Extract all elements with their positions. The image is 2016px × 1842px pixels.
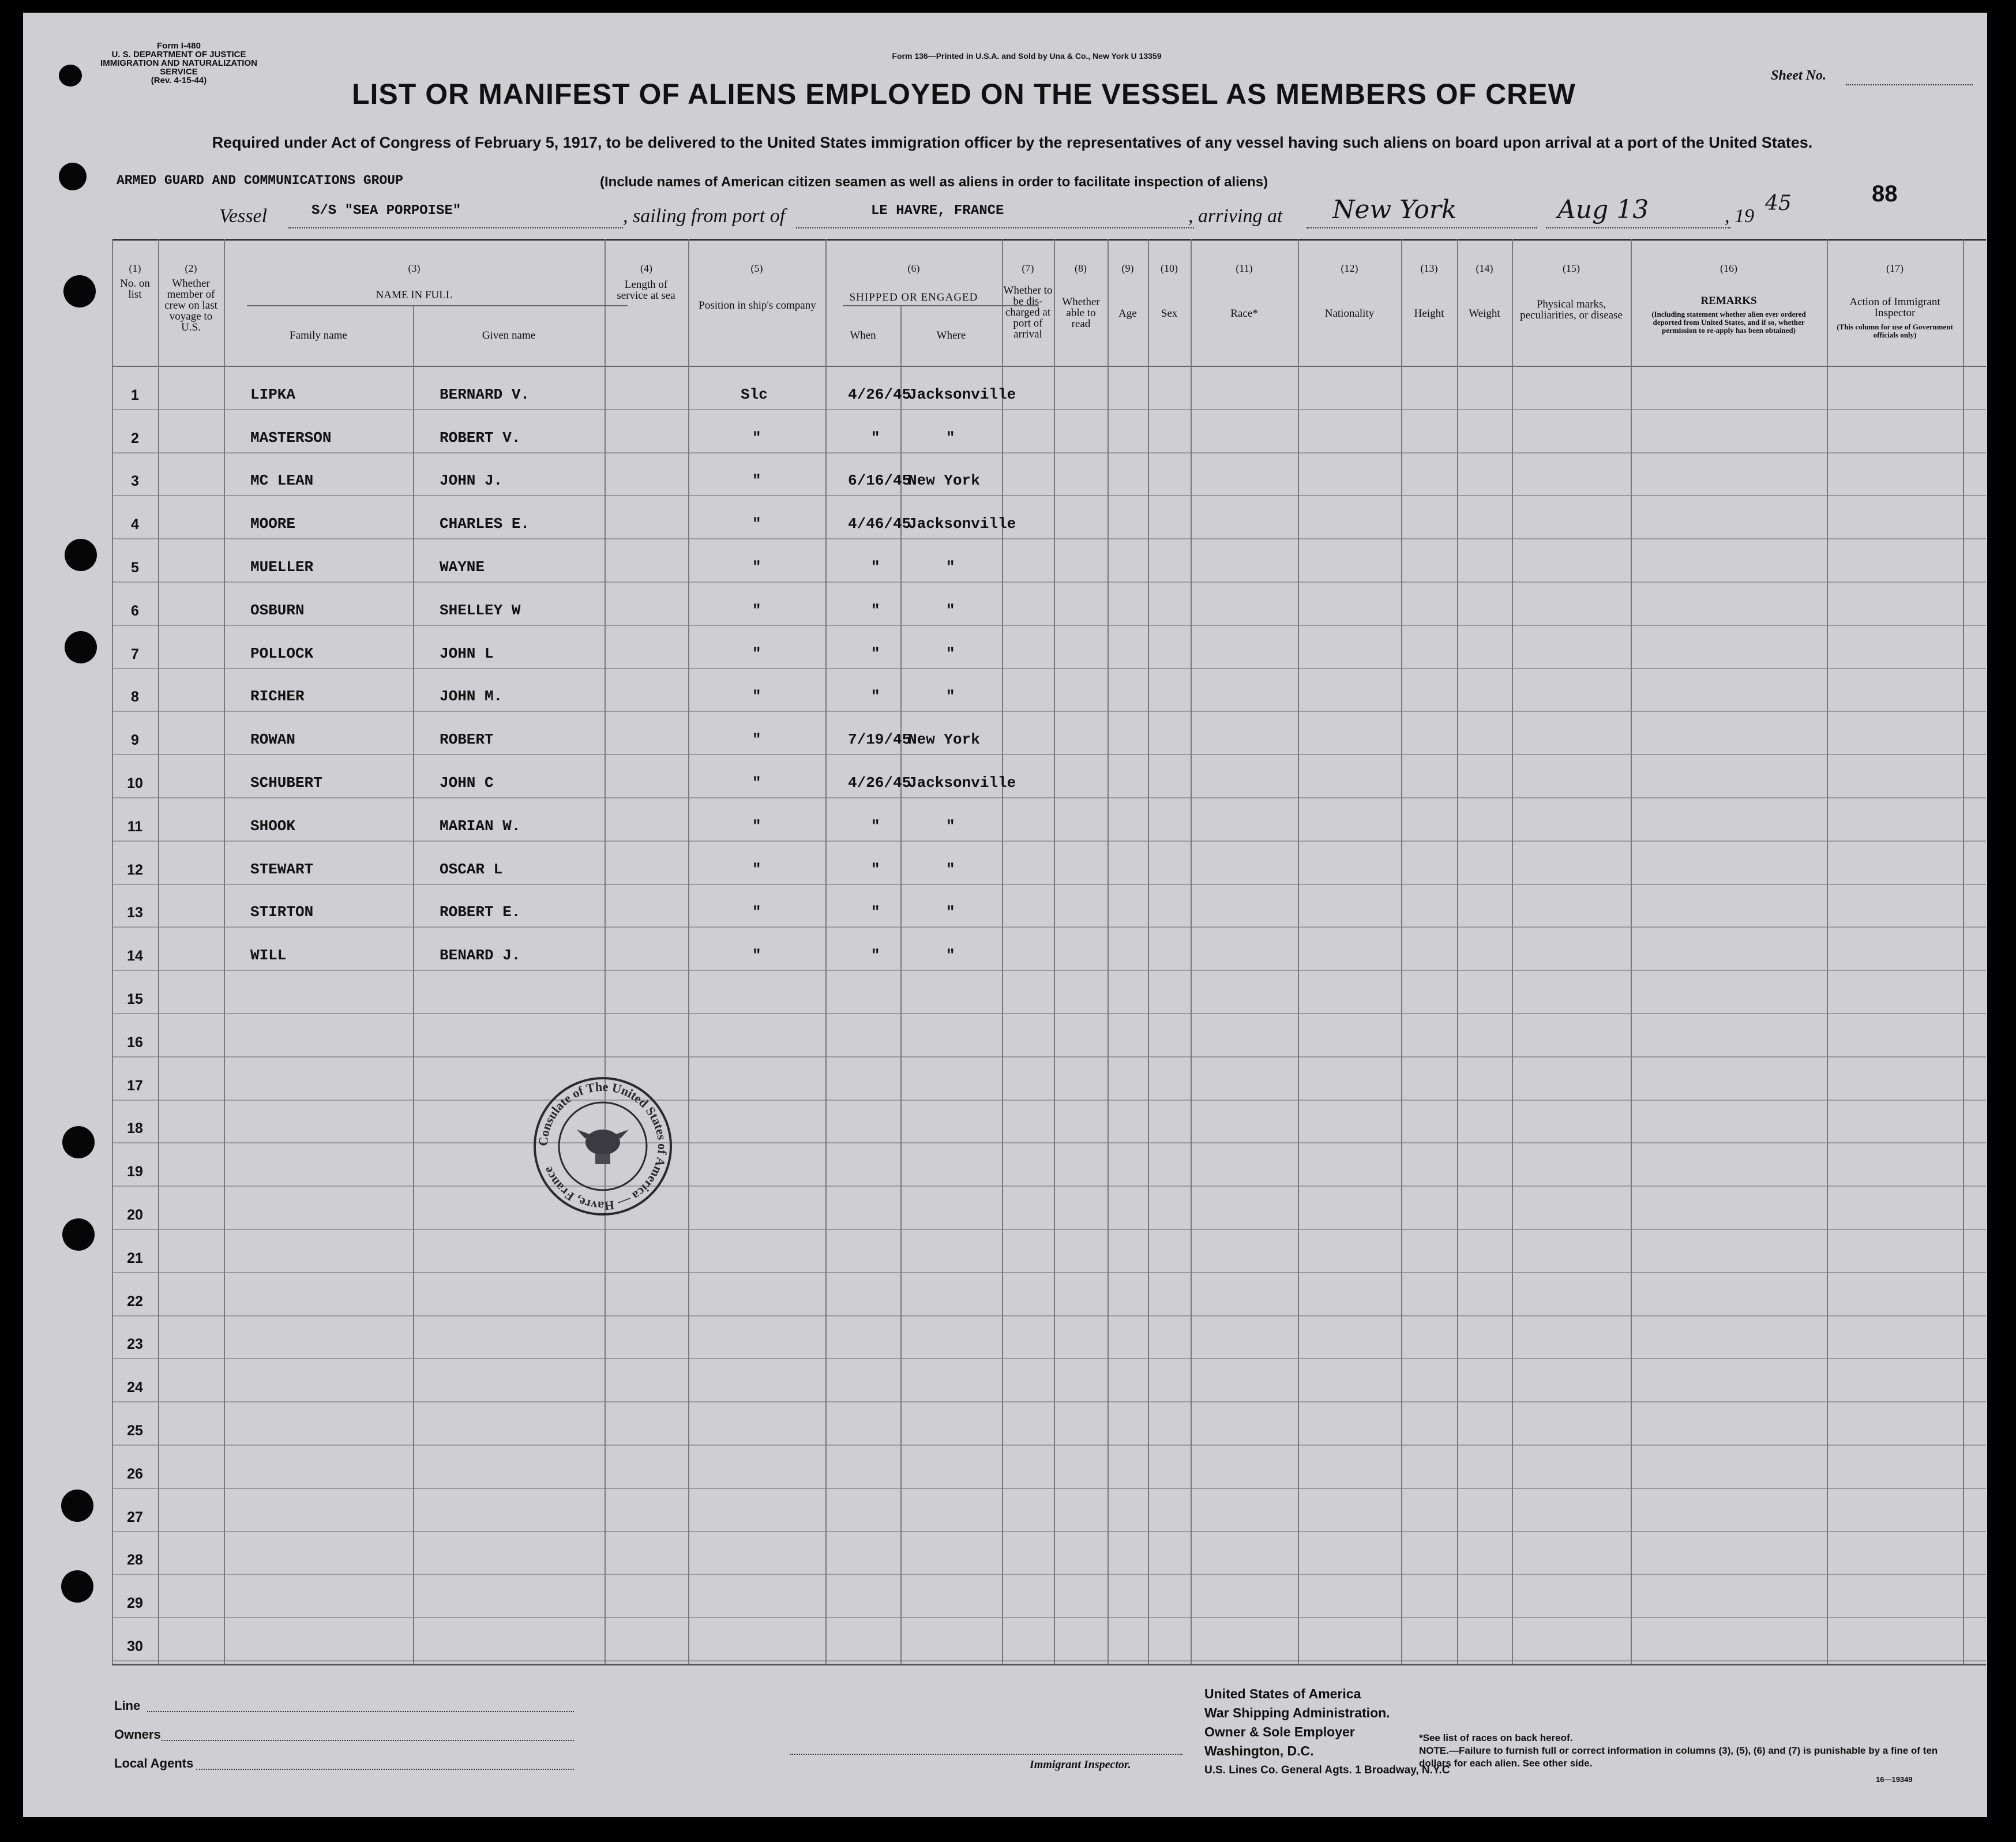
row-number: 26 <box>127 1465 143 1482</box>
given-name-cell: CHARLES E. <box>440 515 530 533</box>
row-line <box>112 1488 1986 1489</box>
row-number: 22 <box>127 1293 143 1310</box>
family-name-cell: SHOOK <box>250 817 296 835</box>
column-line <box>224 239 225 1664</box>
position-cell: " <box>752 860 761 878</box>
row-number: 16 <box>127 1034 143 1051</box>
row-line <box>112 1445 1986 1446</box>
crew-table <box>112 239 1986 1664</box>
colnum-8: (8) <box>1075 262 1087 274</box>
given-name-cell: SHELLEY W <box>440 601 521 619</box>
where-cell: " <box>946 947 955 965</box>
when-cell: 4/26/45 <box>848 385 911 403</box>
row-number: 15 <box>127 991 143 1007</box>
group-label: ARMED GUARD AND COMMUNICATIONS GROUP <box>117 173 403 188</box>
row-number: 19 <box>127 1164 143 1180</box>
when-cell: " <box>871 644 880 662</box>
colnum-16: (16) <box>1720 262 1737 274</box>
colnum-4: (4) <box>640 262 652 274</box>
local-agents-label: Local Agents <box>114 1756 194 1770</box>
colnum-3: (3) <box>408 262 421 274</box>
row-line <box>112 1358 1986 1359</box>
when-cell: " <box>871 558 880 576</box>
owner-block <box>1204 1685 1450 1780</box>
page-number: 88 <box>1872 181 1898 207</box>
where-cell: Jacksonville <box>908 385 1016 403</box>
sailing-dotline <box>796 227 1194 228</box>
row-line <box>112 1660 1986 1661</box>
column-line <box>1401 239 1402 1664</box>
col-able-to-read: Whether able to read <box>1062 296 1100 330</box>
position-cell: " <box>752 817 761 835</box>
colnum-17: (17) <box>1886 262 1904 274</box>
family-name-cell: OSBURN <box>250 601 305 619</box>
position-cell: " <box>752 601 761 619</box>
col-discharged: Whether to be dis- charged at port of arrival <box>1003 284 1053 340</box>
arriving-label: , arriving at <box>1188 205 1283 227</box>
column-line <box>825 239 827 1664</box>
row-number: 28 <box>127 1552 143 1569</box>
line-dotline <box>147 1711 574 1712</box>
given-name-cell: MARIAN W. <box>440 817 521 835</box>
when-cell: " <box>871 860 880 878</box>
races-note: *See list of races on back hereof. <box>1419 1732 1573 1743</box>
grid-bottom-border <box>112 1664 1986 1665</box>
local-agents-dotline <box>196 1769 574 1770</box>
family-name-cell: POLLOCK <box>250 644 314 662</box>
column-line <box>1963 239 1964 1664</box>
punch-hole <box>62 1126 95 1158</box>
row-number: 11 <box>127 818 143 835</box>
row-line <box>112 1013 1986 1014</box>
where-cell: " <box>946 903 955 921</box>
position-cell: " <box>752 558 761 576</box>
row-number: 10 <box>127 775 143 791</box>
punch-hole <box>65 539 97 571</box>
column-line <box>605 239 606 1664</box>
name-subdivider <box>247 305 628 306</box>
position-cell: " <box>752 644 761 662</box>
given-name-cell: BERNARD V. <box>440 385 530 403</box>
family-name-cell: MC LEAN <box>250 472 314 490</box>
col-where: Where <box>936 329 966 342</box>
inspector-label: Immigrant Inspector. <box>1030 1758 1131 1771</box>
row-line <box>112 1617 1986 1618</box>
col-length-of-service: Length of service at sea <box>617 279 675 302</box>
row-line <box>112 1229 1986 1230</box>
family-name-cell: MOORE <box>250 515 296 533</box>
colnum-15: (15) <box>1563 262 1580 274</box>
agency-block <box>81 42 277 85</box>
date-value: Aug 13 <box>1557 195 1649 224</box>
where-cell: " <box>946 860 955 878</box>
row-number: 1 <box>131 387 139 403</box>
row-line <box>112 1056 1986 1057</box>
punch-hole <box>61 1570 93 1603</box>
manifest-sheet <box>23 13 1987 1817</box>
revision: (Rev. 4-15-44) <box>151 76 207 85</box>
colnum-13: (13) <box>1420 262 1438 274</box>
position-cell: " <box>752 731 761 749</box>
colnum-14: (14) <box>1476 262 1493 274</box>
consulate-stamp-icon <box>531 1074 675 1218</box>
row-number: 3 <box>131 473 139 490</box>
column-line <box>1002 239 1003 1664</box>
owners-dotline <box>162 1740 574 1741</box>
row-line <box>112 797 1986 798</box>
printer-line: Form 136—Printed in U.S.A. and Sold by Una & Co., New York U 13359 <box>892 51 1162 61</box>
family-name-cell: WILL <box>250 947 287 965</box>
row-number: 18 <box>127 1120 143 1137</box>
when-cell: " <box>871 817 880 835</box>
where-cell: Jacksonville <box>908 774 1016 791</box>
when-cell: 4/46/45 <box>848 515 911 533</box>
row-number: 12 <box>127 861 143 878</box>
when-cell: " <box>871 429 880 447</box>
family-name-cell: MUELLER <box>250 558 314 576</box>
column-line <box>1457 239 1458 1664</box>
where-cell: " <box>946 429 955 447</box>
position-cell: " <box>752 515 761 533</box>
sailing-value: LE HAVRE, FRANCE <box>871 203 1004 219</box>
owners-label: Owners <box>114 1727 161 1742</box>
punch-hole <box>59 65 82 87</box>
department: U. S. DEPARTMENT OF JUSTICE <box>111 50 246 59</box>
colnum-11: (11) <box>1236 262 1253 274</box>
position-cell: " <box>752 774 761 791</box>
where-cell: " <box>946 644 955 662</box>
owner-line-5: U.S. Lines Co. General Agts. 1 Broadway, N.Y.C <box>1204 1764 1450 1776</box>
owner-line-3: Owner & Sole Employer <box>1204 1724 1355 1739</box>
row-number: 13 <box>127 905 143 921</box>
row-number: 14 <box>127 948 143 965</box>
given-name-cell: ROBERT V. <box>440 429 521 447</box>
row-line <box>112 926 1986 928</box>
row-line <box>112 711 1986 712</box>
when-cell: " <box>871 601 880 619</box>
given-name-cell: BENARD J. <box>440 947 521 965</box>
colnum-6: (6) <box>907 262 920 274</box>
row-line <box>112 409 1986 410</box>
family-name-cell: ROWAN <box>250 731 296 749</box>
punch-hole <box>59 163 87 190</box>
form-code: 16—19349 <box>1876 1775 1913 1784</box>
col-nationality: Nationality <box>1324 307 1375 320</box>
row-line <box>112 884 1986 885</box>
column-line <box>900 305 902 1664</box>
column-line <box>1827 239 1828 1664</box>
row-number: 6 <box>131 602 139 619</box>
colnum-1: (1) <box>129 262 141 274</box>
vessel-label: Vessel <box>219 205 268 227</box>
grid-top-border <box>112 239 1986 241</box>
col-sex: Sex <box>1161 307 1178 320</box>
row-number: 5 <box>131 560 139 576</box>
vessel-dotline <box>288 227 623 228</box>
position-cell: " <box>752 688 761 706</box>
col-name-in-full: NAME IN FULL <box>376 289 453 301</box>
family-name-cell: STIRTON <box>250 903 314 921</box>
col-height: Height <box>1414 307 1444 320</box>
row-number: 8 <box>131 689 139 706</box>
row-number: 9 <box>131 732 139 749</box>
col-action: Action of Immigrant Inspector <box>1849 296 1940 319</box>
position-cell: " <box>752 947 761 965</box>
sheet-label: Sheet No. <box>1771 68 1826 83</box>
row-line <box>112 754 1986 755</box>
row-number: 7 <box>131 646 139 662</box>
column-line <box>1148 239 1149 1664</box>
inspector-dotline <box>790 1754 1182 1755</box>
colnum-5: (5) <box>750 262 763 274</box>
when-cell: 4/26/45 <box>848 774 911 791</box>
punch-hole <box>61 1490 93 1522</box>
given-name-cell: JOHN L <box>440 644 494 662</box>
row-number: 29 <box>127 1595 143 1612</box>
page-title: LIST OR MANIFEST OF ALIENS EMPLOYED ON THE VESSEL AS MEMBERS OF CREW <box>352 78 1576 110</box>
row-line <box>112 1186 1986 1187</box>
date-dotline <box>1546 227 1730 228</box>
row-number: 2 <box>131 430 139 447</box>
punch-hole <box>62 1218 95 1251</box>
column-line <box>112 239 113 1664</box>
row-number: 25 <box>127 1423 143 1439</box>
row-line <box>112 1531 1986 1532</box>
col-family-name: Family name <box>290 329 347 342</box>
where-cell: " <box>946 558 955 576</box>
given-name-cell: WAYNE <box>440 558 485 576</box>
family-name-cell: MASTERSON <box>250 429 332 447</box>
where-cell: " <box>946 688 955 706</box>
position-cell: " <box>752 903 761 921</box>
given-name-cell: JOHN M. <box>440 688 503 706</box>
column-line <box>1054 239 1055 1664</box>
col-race: Race* <box>1230 307 1258 320</box>
family-name-cell: RICHER <box>250 688 305 706</box>
position-cell: " <box>752 472 761 490</box>
col-position: Position in ship's company <box>699 299 816 312</box>
arriving-value: New York <box>1332 195 1457 224</box>
given-name-cell: ROBERT <box>440 731 494 749</box>
column-line <box>1631 239 1632 1664</box>
position-cell: Slc <box>741 385 768 403</box>
service: IMMIGRATION AND NATURALIZATION SERVICE <box>100 58 257 77</box>
column-line <box>1512 239 1513 1664</box>
year-value: 45 <box>1765 192 1792 215</box>
col-weight: Weight <box>1469 307 1500 320</box>
where-cell: " <box>946 817 955 835</box>
row-line <box>112 1100 1986 1101</box>
form-number: Form I-480 <box>157 41 201 51</box>
row-line <box>112 1142 1986 1143</box>
punch-hole <box>65 631 97 663</box>
sheet-number-line <box>1846 84 1973 85</box>
row-line <box>112 668 1986 669</box>
col-action-note: (This column for use of Government officials only) <box>1837 322 1953 339</box>
where-cell: New York <box>908 731 980 749</box>
col-no-on-list: No. on list <box>120 277 150 301</box>
row-number: 27 <box>127 1509 143 1525</box>
family-name-cell: LIPKA <box>250 385 296 403</box>
position-cell: " <box>752 429 761 447</box>
row-line <box>112 1401 1986 1402</box>
owner-line-4: Washington, D.C. <box>1204 1743 1314 1758</box>
col-shipped-engaged: SHIPPED OR ENGAGED <box>849 291 978 303</box>
column-line <box>413 305 414 1664</box>
row-line <box>112 970 1986 971</box>
row-line <box>112 495 1986 496</box>
given-name-cell: OSCAR L <box>440 860 503 878</box>
colnum-12: (12) <box>1341 262 1358 274</box>
col-remarks: REMARKS <box>1700 295 1757 307</box>
when-cell: 7/19/45 <box>848 731 911 749</box>
when-cell: " <box>871 903 880 921</box>
row-line <box>112 582 1986 583</box>
sailing-label: , sailing from port of <box>623 205 786 227</box>
row-number: 20 <box>127 1207 143 1223</box>
row-line <box>112 1574 1986 1575</box>
year-prefix: , 19 <box>1725 205 1754 227</box>
row-line <box>112 452 1986 453</box>
row-number: 24 <box>127 1379 143 1396</box>
include-note: (Include names of American citizen seamen as well as aliens in order to facilitate inspection of aliens) <box>600 174 1268 190</box>
when-cell: " <box>871 688 880 706</box>
vessel-value: S/S "SEA PORPOISE" <box>311 203 461 219</box>
given-name-cell: JOHN C <box>440 774 494 791</box>
colnum-10: (10) <box>1161 262 1178 274</box>
row-number: 17 <box>127 1077 143 1094</box>
owner-line-2: War Shipping Administration. <box>1204 1705 1390 1720</box>
row-number: 23 <box>127 1336 143 1353</box>
where-cell: New York <box>908 472 980 490</box>
colnum-2: (2) <box>185 262 197 274</box>
family-name-cell: STEWART <box>250 860 314 878</box>
row-number: 30 <box>127 1638 143 1655</box>
line-label: Line <box>114 1698 141 1713</box>
row-line <box>112 538 1986 539</box>
when-cell: 6/16/45 <box>848 472 911 490</box>
where-cell: Jacksonville <box>908 515 1016 533</box>
when-cell: " <box>871 947 880 965</box>
col-given-name: Given name <box>482 329 536 342</box>
given-name-cell: JOHN J. <box>440 472 503 490</box>
column-line <box>1191 239 1192 1664</box>
punch-hole <box>63 275 96 307</box>
penalty-note: NOTE.—Failure to furnish full or correct information in columns (3), (5), (6) and (7) is punishable by a fine of ten dollars for each alien. See other side. <box>1419 1745 1938 1769</box>
arriving-dotline <box>1307 227 1537 228</box>
row-line <box>112 841 1986 842</box>
where-cell: " <box>946 601 955 619</box>
colnum-9: (9) <box>1121 262 1134 274</box>
column-line <box>158 239 159 1664</box>
row-line <box>112 625 1986 626</box>
requirement-text: Required under Act of Congress of February 5, 1917, to be delivered to the United States immigration officer by the representatives of any vessel having such aliens on board upon arrival at a port of the United States. <box>212 134 1813 151</box>
column-line <box>1108 239 1109 1664</box>
column-line <box>688 239 689 1664</box>
col-whether-member: Whether member of crew on last voyage to U.S. <box>164 277 217 333</box>
col-remarks-note: (Including statement whether alien ever ordered deported from United States, and if so, whether permission to re-apply has been obtained) <box>1651 310 1806 335</box>
colnum-7: (7) <box>1022 262 1034 274</box>
owner-line-1: United States of America <box>1204 1686 1361 1701</box>
col-when: When <box>850 329 876 342</box>
row-line <box>112 1315 1986 1316</box>
grid-header-border <box>112 366 1986 367</box>
row-line <box>112 1272 1986 1273</box>
stamp-text: Consulate of The United States of America — Havre, France <box>535 1079 670 1214</box>
row-number: 4 <box>131 516 139 533</box>
given-name-cell: ROBERT E. <box>440 903 521 921</box>
col-age: Age <box>1118 307 1137 320</box>
row-number: 21 <box>127 1250 143 1266</box>
family-name-cell: SCHUBERT <box>250 774 322 791</box>
col-physical-marks: Physical marks, peculiarities, or disease <box>1520 298 1623 321</box>
column-line <box>1298 239 1299 1664</box>
